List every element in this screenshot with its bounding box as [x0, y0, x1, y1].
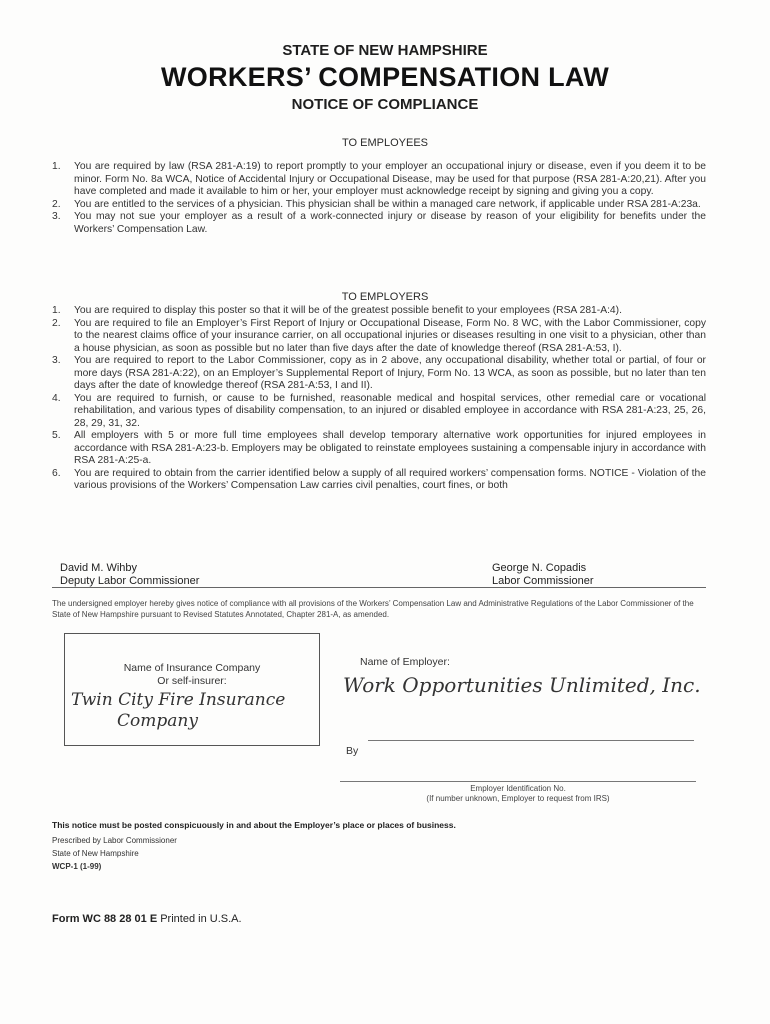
- deputy-title: Deputy Labor Commissioner: [60, 575, 200, 587]
- commissioner-title: Labor Commissioner: [492, 575, 594, 587]
- list-item: 2. You are required to file an Employer’s First Report of Injury or Occupational Disease, Form No. 8 WC, with the Labor Commissioner, copy to the nearest claims office of your insurance carrier, on all occupational injuries or diseases resulting in one visit to a physician, other than a house physician, as soon as possible but no later than five days after the date of knowledge thereof (RSA 281-A:53, I).: [52, 317, 706, 354]
- state-title: STATE OF NEW HAMPSHIRE: [282, 42, 488, 59]
- self-insurer-label: Or self-insurer:: [157, 675, 227, 687]
- insurance-company-value[interactable]: Twin City Fire Insurance: [71, 690, 286, 710]
- insurance-company-value-cont[interactable]: Company: [117, 711, 198, 731]
- ein-label: Employer Identification No.: [470, 784, 566, 793]
- ein-note: (If number unknown, Employer to request from IRS): [426, 794, 610, 803]
- printed-in: Printed in U.S.A.: [160, 913, 242, 925]
- employees-list: [52, 161, 706, 236]
- employer-name-value[interactable]: Work Opportunities Unlimited, Inc.: [343, 673, 701, 697]
- list-item: 2. You are entitled to the services of a physician. This physician shall be within a managed care network, if applicable under RSA 281-A:23a.: [52, 198, 701, 210]
- by-label: By: [346, 745, 359, 757]
- form-number: [52, 913, 242, 925]
- compliance-statement: The undersigned employer hereby gives notice of compliance with all provisions of the Workers’ Compensation Law and Administrative Regulations of the Labor Commissioner of the State of New Hampshire pursuant to Revised Statutes Annotated, Chapter 281-A, as amended.: [52, 599, 694, 619]
- employees-heading: TO EMPLOYEES: [342, 137, 428, 149]
- document-subtitle: NOTICE OF COMPLIANCE: [291, 96, 479, 113]
- insurance-box: [64, 633, 320, 746]
- list-item: 5. All employers with 5 or more full time employees shall develop temporary alternative work opportunities for injured employees in accordance with RSA 281-A:23-b. Employers may be obligated to reinstate employees sustaining a compensable injury in accordance with RSA 281-A:25-a.: [52, 430, 706, 466]
- list-item: 1. You are required to display this poster so that it will be of the greatest possible benefit to your employees (RSA 281-A:4).: [52, 305, 622, 316]
- posting-notice: This notice must be posted conspicuously in and about the Employer’s place or places of business.: [52, 820, 456, 830]
- ein-line[interactable]: [340, 781, 696, 782]
- list-item: 3. You may not sue your employer as a result of a work-connected injury or disease by reason of your eligibility for benefits under the Workers’ Compensation Law.: [52, 211, 706, 235]
- commissioner-signature-block: [492, 562, 593, 588]
- commissioner-name: George N. Copadis: [492, 562, 587, 574]
- list-item: 4. You are required to furnish, or cause to be furnished, reasonable medical and hospital services, other remedial care or vocational rehabilitation, and various types of disability compensation, to an injured or disabled employee in accordance with RSA 281-A:23, 25, 26, 28, 29, 31, 32.: [52, 392, 706, 429]
- prescribed-by: Prescribed by Labor Commissioner: [52, 836, 177, 845]
- list-item: 3. You are required to report to the Labor Commissioner, copy as in 2 above, any occupational disability, whether total or partial, of four or more days (RSA 281-A:22), on an Employer’s Supplemental Report of Injury, Form No. 13 WCA, as soon as possible, but no later than ten days after the date of knowledge thereof (RSA 281-A:53, I and II).: [52, 355, 706, 391]
- insurance-label: Name of Insurance Company: [123, 662, 261, 674]
- wcp-number: WCP-1 (1-99): [52, 862, 102, 871]
- employers-heading: TO EMPLOYERS: [341, 291, 429, 303]
- list-item: 1. You are required by law (RSA 281-A:19) to report promptly to your employer an occupational injury or disease, even if you deem it to be minor. Form No. 8a WCA, Notice of Accidental Injury or Occupational Disease, may be used for that purpose (RSA 281-A:20,21). After you have completed and made it available to him or her, your employer must acknowledge receipt by signing and giving you a copy.: [52, 161, 706, 197]
- state-label: State of New Hampshire: [52, 849, 139, 858]
- employers-list: [52, 305, 706, 493]
- document-title: WORKERS’ COMPENSATION LAW: [160, 62, 609, 92]
- form-code: Form WC 88 28 01 E: [52, 913, 158, 925]
- signature-divider: [52, 587, 706, 588]
- deputy-name: David M. Wihby: [60, 562, 138, 574]
- employer-name-label: Name of Employer:: [360, 656, 450, 668]
- deputy-signature-block: [60, 562, 199, 588]
- list-item: 6. You are required to obtain from the carrier identified below a supply of all required workers’ compensation forms. NOTICE - Violation of the various provisions of the Workers’ Compensation Law carries civil penalties, court fines, or both: [52, 467, 706, 491]
- by-signature-line[interactable]: [368, 740, 694, 741]
